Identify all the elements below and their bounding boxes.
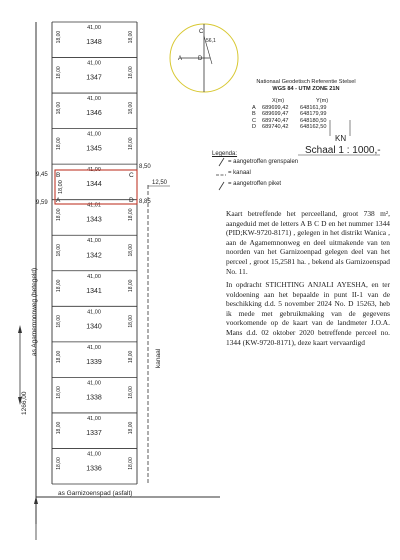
dim-right-top: 8,50: [139, 164, 151, 170]
lot-top-dimension: 41,00: [87, 96, 101, 103]
dim-left-top: 9,45: [36, 172, 48, 178]
lot-side-dimension: 18,00: [56, 421, 62, 435]
commission-text: In opdracht STICHTING ANJALI AYESHA, en ter voldoening aan het bepaalde in punt II-1 van de beschikking d.d. 5 november 2024 No. D 15263, heb ik mede met gebruikmaking van de gegevens voorkomende op de kaart van de landmeter J.O.A. Mans d.d. 02 oktober 2020 betreffende perceel no. 1344 (KW-9720-8171), deze kaart vervaardigd: [226, 280, 390, 347]
legend-item-piket: = aangetroffen piket: [228, 181, 282, 187]
north-c: C: [199, 29, 204, 35]
lot-side-dimension-right: 18,00: [128, 386, 134, 399]
coordinates-table: [252, 98, 328, 131]
lot-number: 1339: [86, 358, 102, 366]
coord-y: 648180,50: [300, 117, 327, 124]
lot-top-dimension: 41,00: [87, 131, 101, 138]
lot-side-dimension-right: 18,00: [128, 137, 134, 150]
kanaal-label: kanaal: [155, 348, 162, 368]
lot-side-dimension-right: 18,00: [128, 208, 134, 222]
geo-line1: Nationaal Geodetisch Referentie Stelsel: [256, 79, 356, 85]
dim-gap: 12,50: [152, 180, 168, 186]
lot-side-dimension: 18,00: [56, 457, 62, 470]
coords-col-x: X(m): [272, 98, 285, 104]
lots-group: [52, 22, 137, 484]
lot-number: 1347: [86, 74, 102, 82]
lot-top-dimension: 41,00: [87, 273, 101, 280]
lot-number: 1345: [86, 145, 102, 153]
lot-top-dimension: 41,00: [87, 344, 101, 351]
lot-number: 1337: [86, 429, 102, 437]
lot-top-dimension: 41,00: [87, 380, 101, 387]
lot-number: 1341: [86, 287, 102, 295]
dim-left-bottom: 9,59: [36, 200, 48, 206]
road-left-label: as Agamemnonweg (betegeld): [31, 267, 38, 356]
corner-c: C: [129, 172, 134, 179]
lot-side-dimension: 18,00: [56, 350, 62, 364]
lot-side-dimension: 18,00: [56, 244, 62, 257]
lot-number: 1346: [86, 110, 102, 118]
lot-top-dimension: 41,00: [87, 167, 101, 174]
coord-point: A: [252, 104, 256, 111]
coord-point: C: [252, 117, 257, 124]
north-angle: 56,1: [206, 38, 216, 44]
lot-side-dimension: 18,00: [56, 66, 62, 79]
coord-x: 689699,42: [262, 104, 289, 111]
lot-top-dimension: 41,00: [87, 25, 101, 31]
lot-number: 1342: [86, 252, 102, 260]
lot-side-dimension-right: 18,00: [128, 457, 134, 470]
lot-number: 1340: [86, 323, 102, 331]
dim-right-bottom: 8,85: [139, 199, 151, 205]
road-length-label: 1266,00: [21, 391, 28, 415]
lot-side-dimension: 18,00: [56, 315, 62, 328]
map-description: Kaart betreffende het perceelland, groot 738 m², aangeduid met de letters A B C D en het nummer 1344 (PID;KW-9720-8171) , gelegen in het distrikt Wanica , aan de Agamemnonweg en deel uitmakende van ten noorden van het Garnizoenpad gelegen deel van het perceel , groot 15,2581 ha. , bekend als Garnizoenspad No. 11.: [226, 209, 390, 276]
corner-d: D: [129, 197, 134, 204]
legend: [212, 150, 298, 188]
legend-item-kanaal: = kanaal: [228, 170, 251, 176]
lot-number: 1343: [86, 216, 102, 224]
north-d: D: [198, 56, 203, 62]
coord-point: B: [252, 111, 256, 118]
coord-point: D: [252, 124, 257, 131]
lot-side-dimension-right: 18,00: [128, 66, 134, 79]
geo-reference: [226, 79, 386, 93]
lot-side-dimension-right: 18,00: [128, 421, 134, 435]
corner-a: A: [56, 197, 61, 204]
lot-top-dimension: 41,01: [87, 202, 101, 209]
lot-side-dimension: 18,00: [56, 279, 62, 293]
lot-number: 1338: [86, 394, 102, 402]
lot-top-dimension: 41,00: [87, 451, 101, 458]
lot-top-dimension: 41,00: [87, 415, 101, 422]
legend-title: Legenda:: [212, 151, 238, 157]
kn-label: KN: [335, 134, 347, 143]
corner-b: B: [56, 172, 61, 179]
lot-side-dimension: 18,00: [56, 137, 62, 150]
coord-x: 689699,47: [262, 111, 289, 118]
legend-item-grenspalen: = aangetroffen grenspalen: [228, 159, 299, 165]
coord-y: 648161,99: [300, 104, 327, 111]
lot-number: 1336: [86, 465, 102, 473]
lot-side-dimension-right: 18,00: [128, 279, 134, 293]
geo-line2: WGS 84 - UTM ZONE 21N: [272, 86, 340, 92]
lot-side-dimension-right: 18,00: [128, 315, 134, 328]
lot-number: 1344: [86, 181, 102, 189]
lot-side-dimension-right: 18,00: [128, 350, 134, 364]
lot-side-dimension: 18,00: [56, 208, 62, 222]
width-1344: 18,00: [58, 180, 64, 194]
lot-side-dimension-right: 18,00: [128, 101, 134, 115]
lot-side-dimension-right: 18,00: [128, 244, 134, 257]
coord-x: 689740,47: [262, 117, 289, 124]
coord-y: 648179,99: [300, 111, 327, 118]
coord-y: 648162,50: [300, 124, 327, 131]
lot-side-dimension: 18,00: [56, 101, 62, 115]
lot-side-dimension: 18,00: [56, 386, 62, 399]
north-a: A: [178, 56, 183, 62]
lot-number: 1348: [86, 39, 102, 47]
coords-col-y: Y(m): [316, 98, 329, 104]
scale-label: Schaal 1 : 1000,-: [305, 145, 381, 156]
road-bottom-label: as Garnizoenspad (asfalt): [58, 490, 133, 497]
lot-side-dimension: 18,00: [56, 30, 62, 44]
lot-top-dimension: 41,00: [87, 60, 101, 67]
coord-x: 689740,42: [262, 124, 289, 131]
lot-top-dimension: 41,00: [87, 309, 101, 316]
lot-top-dimension: 41,00: [87, 238, 101, 245]
lot-side-dimension-right: 18,00: [128, 30, 134, 44]
